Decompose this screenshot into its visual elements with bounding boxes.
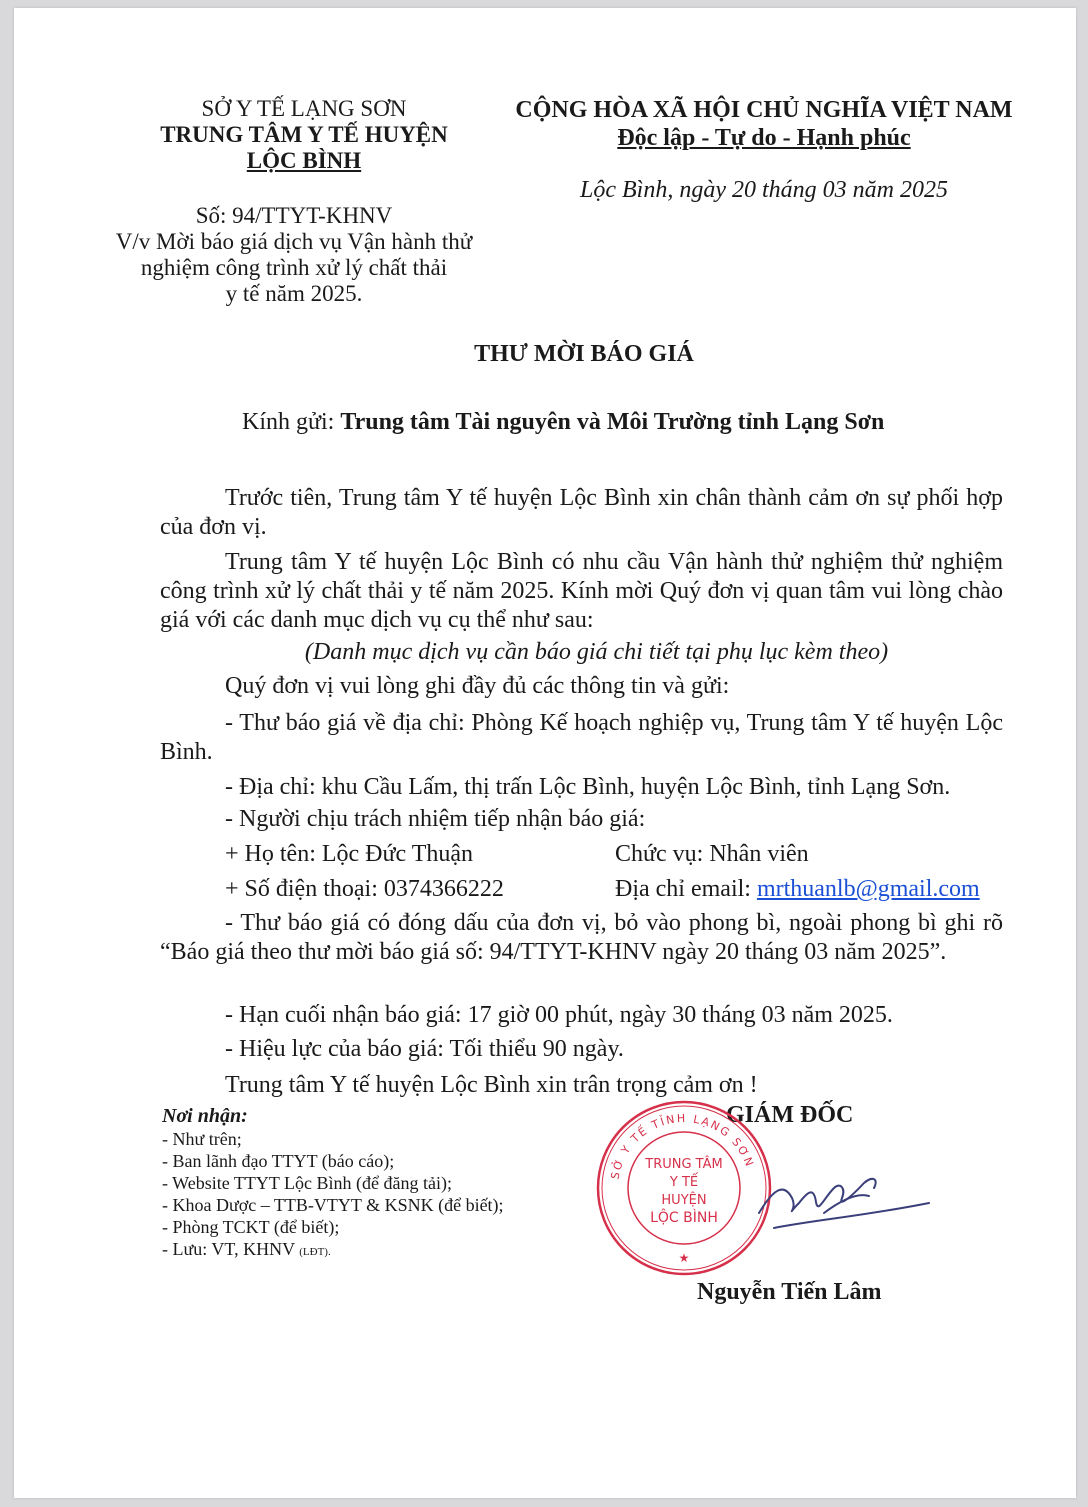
handwritten-signature: [754, 1158, 934, 1248]
header-right: [484, 96, 1044, 204]
document-title: THƯ MỜI BÁO GIÁ: [474, 341, 694, 367]
paragraph-request: Trung tâm Y tế huyện Lộc Bình có nhu cầu Vận hành thử nghiệm thử nghiệm công trình xử lý chất thải y tế năm 2025. Kính mời Quý đơn vị quan tâm vui lòng chào giá với các danh mục dịch vụ cụ thể như sau:: [160, 549, 1003, 633]
recipients-block: [162, 1104, 582, 1263]
agency-name: SỞ Y TẾ LẠNG SƠN: [201, 96, 407, 121]
signature-role: GIÁM ĐỐC: [726, 1102, 854, 1128]
paragraph-address: - Địa chỉ: khu Cầu Lấm, thị trấn Lộc Bình, huyện Lộc Bình, tỉnh Lạng Sơn.: [225, 774, 951, 800]
subject-line3: y tế năm 2025.: [225, 281, 363, 306]
recipient-item-archive-suffix: (LĐT).: [299, 1246, 331, 1258]
contact-email-link[interactable]: mrthuanlb@gmail.com: [756, 876, 980, 902]
stamp-line1: TRUNG TÂM: [645, 1157, 723, 1172]
recipient-item: - Như trên;: [162, 1129, 242, 1149]
subject-line2: nghiệm công trình xử lý chất thải: [140, 255, 448, 280]
recipients-heading: Nơi nhận:: [162, 1105, 248, 1127]
paragraph-address-send: - Thư báo giá về địa chỉ: Phòng Kế hoạch nghiệp vụ, Trung tâm Y tế huyện Lộc Bình.: [160, 710, 1003, 765]
unit-name-line2: [134, 148, 474, 174]
stamp-line3: HUYỆN: [661, 1193, 707, 1208]
recipient-label: Kính gửi:: [242, 409, 341, 435]
document-number: Số: 94/TTYT-KHNV: [195, 203, 393, 228]
contact-phone: + Số điện thoại: 0374366222: [225, 876, 504, 902]
recipient-item: - Website TTYT Lộc Bình (để đăng tải);: [162, 1173, 452, 1193]
place-date: Lộc Bình, ngày 20 tháng 03 năm 2025: [580, 177, 948, 203]
subject-line1: V/v Mời báo giá dịch vụ Vận hành thử: [115, 229, 473, 254]
country-name: CỘNG HÒA XÃ HỘI CHỦ NGHĨA VIỆT NAM: [515, 97, 1013, 123]
paragraph-deadline: - Hạn cuối nhận báo giá: 17 giờ 00 phút, ngày 30 tháng 03 năm 2025.: [225, 1002, 893, 1028]
recipient-name: Trung tâm Tài nguyên và Môi Trường tỉnh Lạng Sơn: [340, 409, 885, 435]
paragraph-contact-person: - Người chịu trách nhiệm tiếp nhận báo giá:: [225, 806, 646, 832]
paragraph-note: (Danh mục dịch vụ cần báo giá chi tiết tại phụ lục kèm theo): [304, 639, 889, 665]
contact-email-line: [615, 875, 980, 904]
motto: [484, 124, 1044, 152]
recipient-item: - Ban lãnh đạo TTYT (báo cáo);: [162, 1151, 395, 1171]
stamp-ring-path: SỞ Y TẾ TỈNH LẠNG SƠN: [608, 1111, 757, 1181]
recipient-item-archive: [162, 1238, 582, 1263]
document-page: [14, 8, 1076, 1498]
paragraph-instructions: Quý đơn vị vui lòng ghi đầy đủ các thông tin và gửi:: [225, 673, 730, 699]
recipient-item: - Phòng TCKT (để biết);: [162, 1217, 340, 1237]
signer-name: Nguyễn Tiến Lâm: [697, 1279, 882, 1305]
unit-name-line1: TRUNG TÂM Y TẾ HUYỆN: [160, 122, 448, 147]
paragraph-closing: Trung tâm Y tế huyện Lộc Bình xin trân trọng cảm ơn !: [225, 1072, 758, 1098]
stamp-line4: LỘC BÌNH: [650, 1210, 718, 1226]
paragraph-validity: - Hiệu lực của báo giá: Tối thiểu 90 ngày.: [225, 1036, 624, 1062]
document-reference: [104, 203, 484, 307]
paragraph-thanks: Trước tiên, Trung tâm Y tế huyện Lộc Bình xin chân thành cảm ơn sự phối hợp của đơn vị.: [160, 485, 1003, 540]
unit-name-underlined: LỘC BÌNH: [246, 148, 362, 173]
contact-position: Chức vụ: Nhân viên: [615, 841, 809, 867]
stamp-star-icon: ★: [678, 1251, 690, 1265]
recipient-line: [242, 408, 884, 437]
header-left: [134, 96, 474, 174]
motto-text: Độc lập - Tự do - Hạnh phúc: [617, 125, 911, 151]
contact-name: + Họ tên: Lộc Đức Thuận: [225, 841, 474, 867]
contact-email-label: Địa chỉ email:: [615, 876, 757, 902]
official-stamp: [594, 1098, 774, 1278]
stamp-line2: Y TẾ: [669, 1175, 699, 1190]
recipient-item: - Khoa Dược – TTB-VTYT & KSNK (để biết);: [162, 1195, 504, 1215]
paragraph-envelope: - Thư báo giá có đóng dấu của đơn vị, bỏ vào phong bì, ngoài phong bì ghi rõ “Báo giá theo thư mời báo giá số: 94/TTYT-KHNV ngày 20 tháng 03 năm 2025”.: [160, 910, 1003, 965]
recipient-item-archive-text: - Lưu: VT, KHNV: [162, 1239, 300, 1259]
